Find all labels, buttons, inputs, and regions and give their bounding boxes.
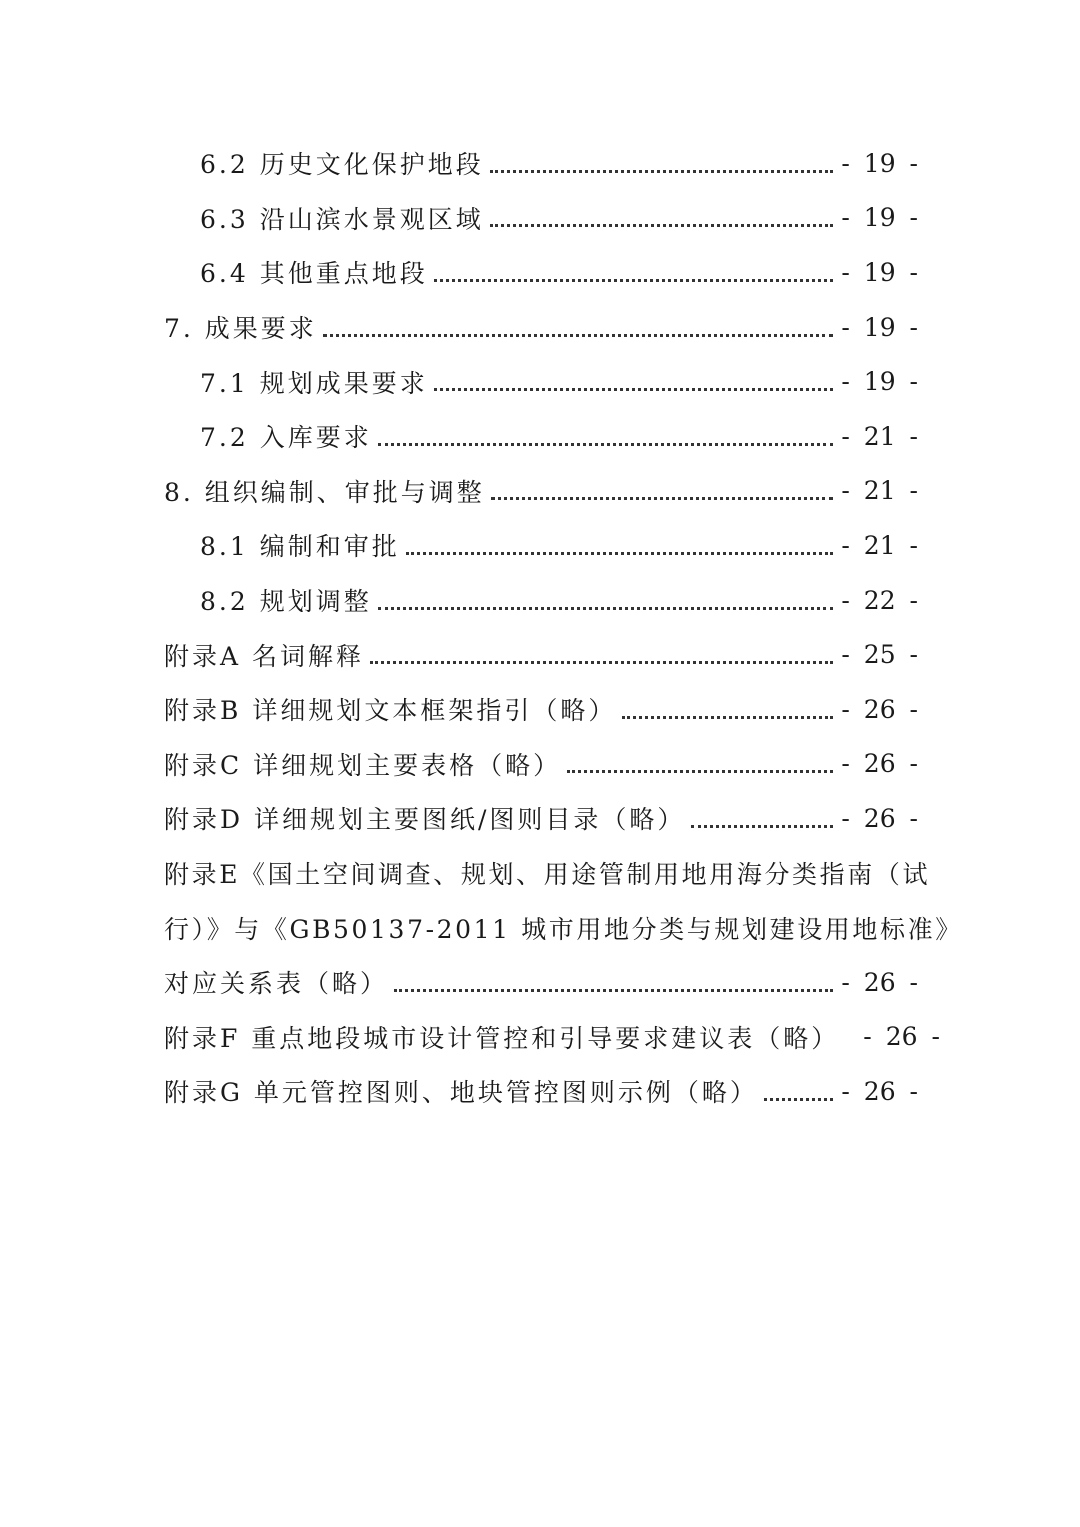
dot-leader [490,224,834,227]
dot-leader [434,388,834,391]
toc-entry[interactable] [164,464,918,519]
toc-entry[interactable] [164,518,918,573]
dot-leader [394,989,833,992]
dot-leader [764,1098,833,1101]
toc-entry-title: 7.1 规划成果要求 [200,364,434,400]
toc-entry-page: - 19 - [841,257,918,287]
toc-entry-e-line-3[interactable] [164,955,918,1010]
toc-entry-title: 7.2 入库要求 [200,418,378,454]
dot-leader [491,497,834,500]
toc-entry-e-line-2[interactable] [164,900,963,955]
toc-entry-title: 附录F 重点地段城市设计管控和引导要求建议表（略） [164,1019,845,1055]
dot-leader [691,825,833,828]
toc-entry-title: 7. 成果要求 [164,309,323,345]
dot-leader [622,716,833,719]
toc-entry[interactable] [164,1010,940,1065]
toc-entry-title: 行）》与《GB50137-2011 城市用地分类与规划建设用地标准》 [164,910,969,946]
toc-entry[interactable] [164,737,918,792]
toc-entry-title: 附录G 单元管控图则、地块管控图则示例（略） [164,1073,764,1109]
dot-leader [323,334,834,337]
toc-entry-title: 对应关系表（略） [164,964,394,1000]
dot-leader [378,443,834,446]
toc-entry-page: - 19 - [841,203,918,233]
toc-entry-page: - 25 - [841,640,918,670]
table-of-contents [164,136,963,1119]
toc-entry-title: 6.2 历史文化保护地段 [200,145,490,181]
toc-entry[interactable] [164,354,918,409]
toc-entry-page: - 19 - [841,367,918,397]
toc-entry-title: 附录D 详细规划主要图纸/图则目录（略） [164,800,691,836]
toc-entry-page: - 19 - [841,312,918,342]
toc-entry-page: - 26 - [841,749,918,779]
dot-leader [378,607,834,610]
toc-entry[interactable] [164,627,918,682]
toc-entry-title: 8. 组织编制、审批与调整 [164,473,491,509]
toc-entry[interactable] [164,682,918,737]
toc-entry-title: 附录C 详细规划主要表格（略） [164,746,567,782]
toc-entry-page: - 26 - [841,1076,918,1106]
toc-entry[interactable] [164,300,918,355]
toc-entry-page: - 26 - [863,1022,940,1052]
toc-entry[interactable] [164,191,918,246]
toc-entry[interactable] [164,1064,918,1119]
toc-entry-page: - 26 - [841,694,918,724]
toc-entry-page: - 26 - [841,803,918,833]
dot-leader [370,661,833,664]
toc-entry-title: 6.3 沿山滨水景观区域 [200,200,490,236]
toc-entry-page: - 19 - [841,148,918,178]
toc-entry-page: - 21 - [841,421,918,451]
toc-entry[interactable] [164,573,918,628]
toc-entry[interactable] [164,409,918,464]
toc-entry-page: - 21 - [841,530,918,560]
dot-leader [567,770,833,773]
toc-entry-page: - 21 - [841,476,918,506]
toc-entry[interactable] [164,245,918,300]
toc-entry[interactable] [164,791,918,846]
toc-entry[interactable] [164,136,918,191]
toc-entry-title: 8.2 规划调整 [200,582,378,618]
toc-entry-page: - 22 - [841,585,918,615]
toc-entry-page: - 26 - [841,967,918,997]
toc-entry-title: 8.1 编制和审批 [200,527,406,563]
dot-leader [490,170,834,173]
toc-entry-title: 附录A 名词解释 [164,637,370,673]
dot-leader [406,552,834,555]
toc-entry-title: 6.4 其他重点地段 [200,254,434,290]
toc-entry-title: 附录B 详细规划文本框架指引（略） [164,691,622,727]
toc-entry-e-line-1[interactable] [164,846,931,901]
toc-entry-title: 附录E《国土空间调查、规划、用途管制用地用海分类指南（试 [164,855,936,891]
dot-leader [434,279,834,282]
